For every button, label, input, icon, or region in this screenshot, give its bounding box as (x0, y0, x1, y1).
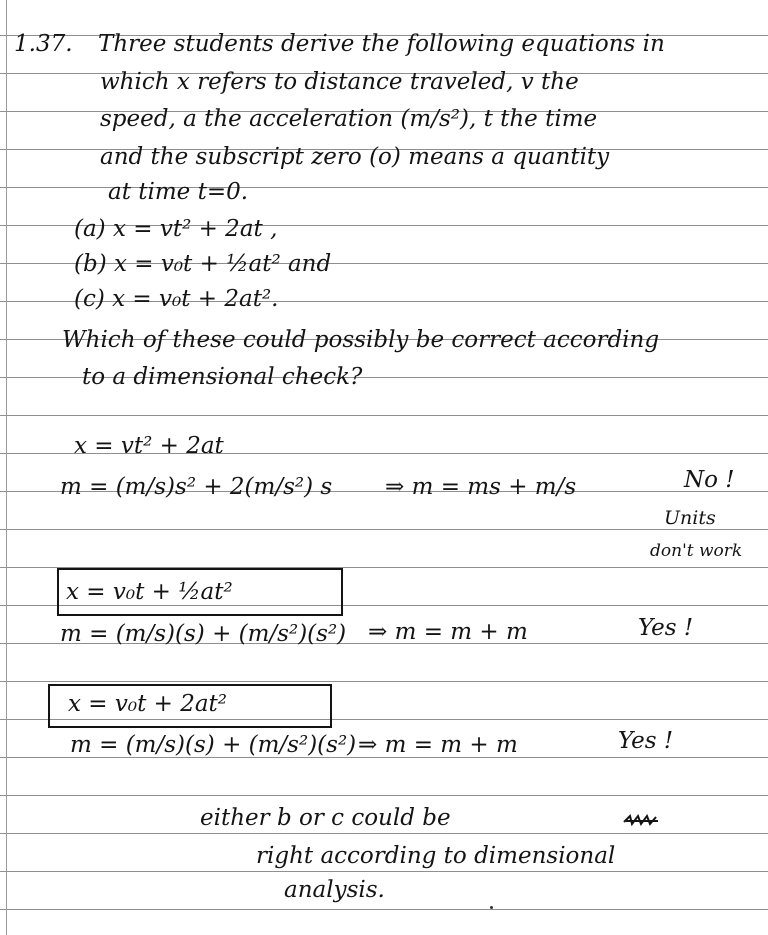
work-b-verdict: Yes ! (638, 615, 694, 641)
problem-line-2: which x refers to distance traveled, v the (100, 69, 579, 95)
option-b: (b) x = v₀t + ½at² and (74, 251, 332, 277)
question-line-1: Which of these could possibly be correct according (62, 327, 660, 353)
work-a-verdict: No ! (684, 467, 735, 493)
option-c: (c) x = v₀t + 2at². (74, 286, 279, 312)
work-b-result: ⇒ m = m + m (368, 619, 528, 645)
work-c-equation: x = v₀t + 2at² (68, 691, 228, 717)
conclusion-line-3: analysis. (284, 877, 385, 903)
margin-line (6, 0, 7, 935)
problem-number: 1.37. (14, 31, 73, 57)
conclusion-line-1: either b or c could be (200, 805, 451, 831)
problem-line-1: Three students derive the following equations in (98, 31, 665, 57)
work-a-units: m = (m/s)s² + 2(m/s²) s (60, 474, 333, 500)
work-a-result: ⇒ m = ms + m/s (385, 474, 577, 500)
problem-line-3: speed, a the acceleration (m/s²), t the time (100, 106, 598, 132)
work-c-result: ⇒ m = m + m (358, 732, 518, 758)
stray-dot (490, 906, 493, 909)
conclusion-line-2: right according to dimensional (256, 843, 616, 869)
problem-line-5: at time t=0. (108, 179, 249, 205)
scribble-mark (622, 812, 662, 828)
question-line-2: to a dimensional check? (82, 364, 363, 390)
option-a: (a) x = vt² + 2at , (74, 216, 278, 242)
work-b-units: m = (m/s)(s) + (m/s²)(s²) (60, 621, 347, 647)
work-c-verdict: Yes ! (618, 728, 674, 754)
work-a-equation: x = vt² + 2at (74, 433, 224, 459)
work-b-equation: x = v₀t + ½at² (66, 579, 233, 605)
work-a-note-1: Units (664, 507, 716, 529)
problem-line-4: and the subscript zero (o) means a quantity (100, 144, 610, 170)
work-c-units: m = (m/s)(s) + (m/s²)(s²) (70, 732, 357, 758)
work-a-note-2: don't work (650, 541, 743, 561)
